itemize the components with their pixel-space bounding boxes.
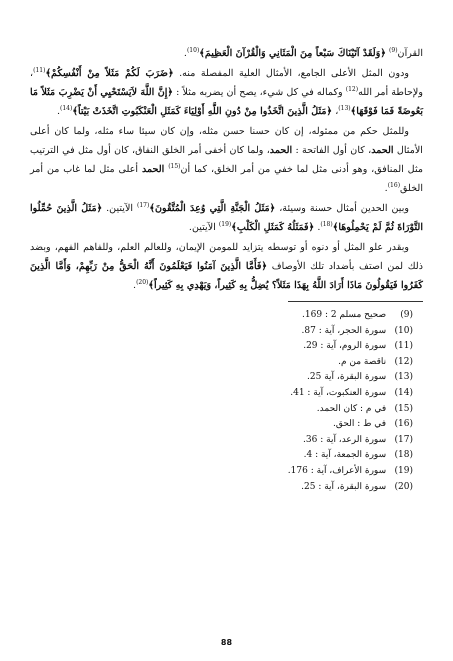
footnote-number: (20) [394, 481, 413, 492]
footnote-item [30, 464, 413, 480]
footnote-item [30, 339, 413, 355]
footnote-item [30, 370, 413, 386]
footnote-item [30, 448, 413, 464]
footnote-number: (9) [400, 310, 413, 320]
text-run: . [56, 106, 60, 117]
text-run: . [133, 280, 137, 291]
footnote-text: في ط : الحق. [332, 419, 387, 430]
footnotes-list [30, 308, 423, 495]
footnote-item [30, 480, 413, 496]
quran-quote: ﴿ضَرَبَ لَكُمْ مَثَلاً مِنْ أَنْفُسِكُمْ﴾ [45, 68, 174, 79]
footnote-item [30, 402, 413, 418]
footnote-ref: (15) [168, 162, 181, 170]
quran-quote: ﴿مَثَلُ الَّذِينَ اتَّخَذُوا مِنْ دُونِ اللَّهِ أَوْلِيَاءَ كَمَثَلِ الْعَنْكَبُوتِ اتَّخَذَتْ بَيْتاً﴾ [72, 106, 333, 117]
quran-quote: الحمد [371, 145, 394, 156]
footnote-text: سورة الحجر، آية : 87. [301, 325, 387, 336]
footnote-item [30, 355, 413, 371]
footnote-ref: (11) [33, 66, 46, 74]
footnote-number: (17) [394, 434, 413, 445]
footnote-item [30, 433, 413, 449]
footnote-text: في م : كان الحمد. [316, 403, 387, 414]
text-run: ، كان أول الفاتحة : [292, 145, 372, 156]
footnote-number: (18) [394, 450, 413, 461]
footnote-number: (13) [394, 372, 413, 383]
footnote-ref: (9) [389, 46, 398, 54]
text-run: وللمثل حكم من ممثوله، إن كان حسنا حسن مثله، وإن كان سيئا ساء مثله، ولما كان أعلى الأمثال [30, 126, 423, 156]
footnote-text: صحيح مسلم 2 : 169. [302, 310, 387, 320]
footnote-text: سورة البقرة، آية : 25. [301, 481, 387, 492]
footnote-item [30, 386, 413, 402]
footnote-text: سورة الرعد، آية : 36. [303, 434, 387, 445]
page-number: 88 [220, 638, 233, 647]
footnote-text: سورة الروم، آية : 29. [303, 341, 387, 352]
footnote-ref: (12) [345, 85, 359, 93]
footnote-number: (16) [394, 419, 413, 430]
footnote-number: (11) [394, 341, 413, 352]
footnote-text: سورة البقرة، آية 25. [307, 372, 387, 383]
text-run: وكماله في كل شيء، يصح أن يضربه مثلاً : [173, 87, 346, 98]
footnote-item [30, 324, 413, 340]
footnote-number: (15) [394, 403, 413, 414]
footnote-number: (10) [394, 325, 413, 336]
footnote-number: (19) [394, 465, 413, 476]
text-run: وبين الحدين أمثال حسنة وسيئة، [275, 203, 409, 214]
footnote-text: سورة الأعراف، آية : 176. [287, 465, 387, 476]
footnote-ref: (20) [136, 278, 149, 286]
footnote-ref: (17) [137, 201, 150, 209]
footnote-ref: (10) [186, 46, 200, 54]
footnote-number: (12) [394, 356, 413, 367]
footnote-divider [288, 301, 423, 302]
footnote-text: ناقصة من م. [338, 356, 387, 367]
paragraph [30, 64, 423, 121]
paragraph [30, 44, 423, 63]
quran-quote: ﴿مَثَلُ الْجَنَّةِ الَّتِي وُعِدَ الْمُتَّقُونَ﴾ [149, 203, 276, 214]
footnote-ref: (18) [320, 220, 333, 228]
quran-quote: ﴿إِنَّ اللَّهَ لاَيَسْتَحْيِي أَنْ يَضْرِبَ مَثَلاً مَا بَعُوضَةً فَمَا فَوْقَهَا﴾ [30, 87, 423, 117]
footnote-ref: (16) [387, 181, 401, 189]
text-run: . [384, 183, 388, 194]
text-run: الآيتين. [188, 222, 219, 233]
quran-quote: ﴿مَثَلُ الَّذِينَ حُمِّلُوا التَّوْرَاةَ ثُمَّ لَمْ يَحْمِلُوهَا﴾ [30, 203, 423, 233]
paragraph [30, 122, 423, 198]
text-run: وبقدر علو المثل أو دنوه أو توسطه يتزايد للمومن الإيمان، وللعالم العلم، وللفاهم الفهم، وبضد ذلك لمن اصتف بأضداد تلك الأوصاف [30, 242, 424, 272]
text-run: ودون المثل الأعلى الجامع، الأمثال العلية المفصلة منه. [173, 68, 409, 79]
quran-quote: الحمد [269, 145, 293, 156]
paragraph [30, 238, 423, 295]
paragraph [30, 199, 423, 237]
footnote-text: سورة العنكبوت، آية : 41. [290, 387, 387, 398]
footnote-number: (14) [394, 387, 413, 398]
footnote-ref: (19) [218, 220, 232, 228]
main-text [30, 44, 423, 295]
footnote-ref: (13) [338, 104, 351, 112]
text-run: . [183, 48, 187, 59]
text-run: ، ولما كان أخفى أمر الخلق النفاق، كان أول مثل في الترتيب مثل المنافق، وهو أدنى مثل لما خفي من أمر الخلق، كما أن [30, 145, 423, 175]
footnote-item [30, 308, 413, 324]
text-run: ، ولإحاطة أمر الله [30, 68, 424, 98]
text-run: . [314, 222, 321, 233]
footnote-text: سورة الجمعة، آية : 4. [303, 450, 387, 461]
text-run: الآيتين. [102, 203, 138, 214]
quran-quote: ﴿وَلَقَدْ آتَيْنَاكَ سَبْعاً مِنَ الْمَثَانِي وَالْقُرْآنَ الْعَظِيمَ﴾ [199, 48, 386, 59]
footnote-item [30, 417, 413, 433]
quran-quote: الحمد [141, 164, 165, 175]
text-run: أعلى مثل لما غاب من أمر الخلق [30, 164, 423, 194]
quran-quote: ﴿فَمَثَلُهُ كَمَثَلِ الْكَلْبِ﴾ [231, 222, 315, 233]
text-run: ، [332, 106, 339, 117]
footnote-ref: (14) [60, 104, 73, 112]
quran-quote: ﴿فَأَمَّا الَّذِينَ آمَنُوا فَيَعْلَمُونَ أَنَّهُ الْحَقُّ مِنْ رَبِّهِمْ، وَأَمَّا الَّذِينَ كَفَرُوا فَيَقُولُونَ مَاذَا أَرَادَ اللَّهُ بِهَذَا مَثَلاً؟ يُضِلُّ بِهِ كَثِيراً، وَيَهْدِي بِهِ كَثِيراً﴾ [30, 261, 423, 291]
text-run: القرآن [397, 48, 423, 59]
